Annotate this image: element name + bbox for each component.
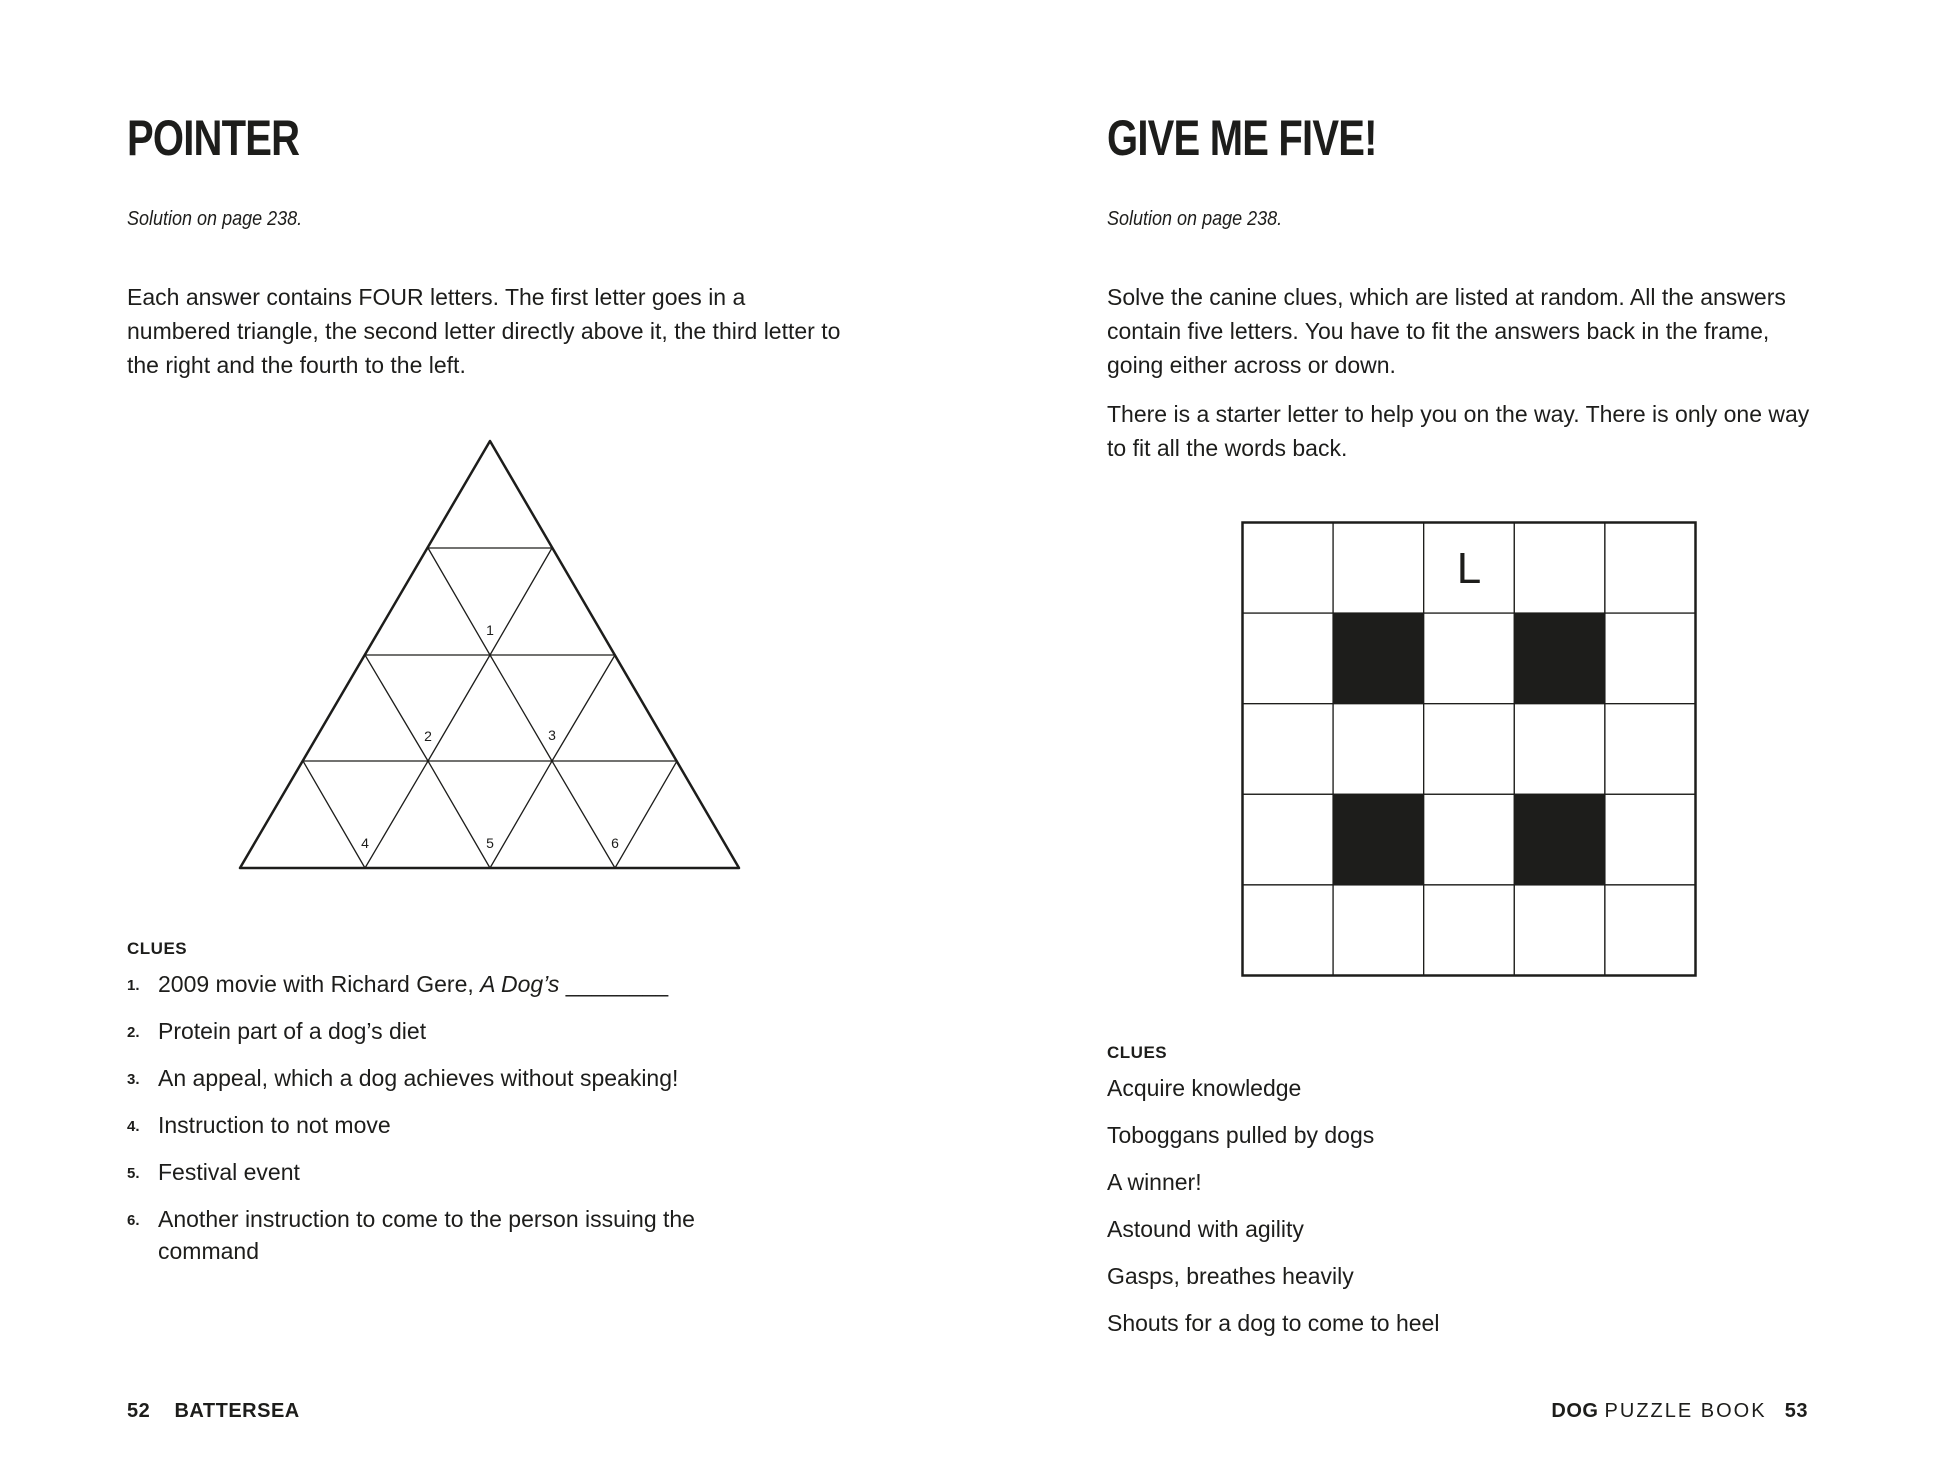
puzzle-title-give-me-five: GIVE ME FIVE! [1107,110,1377,166]
triangle-number-1: 1 [486,622,494,638]
grid-cell-black [1514,794,1605,885]
clue-item: A winner! [1107,1169,1202,1195]
clue-number: 3. [127,1071,140,1088]
instructions: Each answer contains FOUR letters. The first letter goes in a numbered triangle, the second letter directly above it, the third letter to the right and the fourth to the left. [127,284,841,378]
grid-line [490,761,552,868]
clue-item [127,1015,777,1047]
grid-cell[interactable] [1605,885,1696,976]
grid-line [490,655,552,761]
grid-cell[interactable] [1243,613,1334,704]
grid-line [365,761,428,868]
clue-item [127,1156,777,1188]
grid-cell[interactable] [1424,885,1515,976]
book-title-bold: DOG [1551,1400,1599,1422]
grid-cell[interactable] [1605,613,1696,704]
grid-cell[interactable] [1424,704,1515,795]
clue-number: 2. [127,1024,140,1041]
grid-cell[interactable] [1243,704,1334,795]
clue-text: 2009 movie with Richard Gere, [158,971,481,997]
grid-cell[interactable] [1605,704,1696,795]
triangle-number-3: 3 [548,727,556,743]
solution-note: Solution on page 238. [1107,208,1283,230]
page-number: 53 [1784,1400,1808,1422]
triangle-number-2: 2 [424,728,432,744]
clue-item: Toboggans pulled by dogs [1107,1122,1375,1148]
triangle-number-4: 4 [361,835,369,851]
grid-cell[interactable] [1514,523,1605,614]
clue-number: 6. [127,1212,140,1229]
clue-item [127,1062,777,1094]
page-number: 52 [127,1400,151,1422]
grid-cell[interactable] [1333,523,1424,614]
grid-cell[interactable] [1424,794,1515,885]
grid-line [428,548,490,655]
grid-line [552,761,615,868]
clue-text: Instruction to not move [158,1112,391,1138]
clue-list [127,968,777,1282]
solution-note: Solution on page 238. [127,208,303,230]
grid-cell[interactable] [1333,885,1424,976]
instructions-paragraph-1: Solve the canine clues, which are listed at random. All the answers contain five letters. You have to fit the answers back in the frame, going either across or down. [1107,284,1786,378]
grid-cell-black [1333,613,1424,704]
grid-cell[interactable] [1243,794,1334,885]
clue-item [127,1203,777,1267]
grid-line [365,655,428,761]
clue-item: Gasps, breathes heavily [1107,1263,1354,1289]
triangle-number-5: 5 [486,835,494,851]
grid-line [490,548,552,655]
brand-name: BATTERSEA [174,1400,300,1422]
grid-cell[interactable] [1605,523,1696,614]
puzzle-title-pointer: POINTER [127,110,300,166]
clue-item [127,968,777,1000]
grid-cell[interactable] [1424,613,1515,704]
grid-line [552,655,615,761]
grid-line [428,655,490,761]
triangle-number-6: 6 [611,835,619,851]
crossword-grid [1241,521,1701,981]
clues-heading: CLUES [127,939,188,958]
grid-cell[interactable] [1333,704,1424,795]
grid-line [428,761,490,868]
triangle-puzzle [0,0,973,900]
page-footer [127,1398,300,1424]
book-title-rest: PUZZLE BOOK [1604,1400,1767,1422]
clue-text: Festival event [158,1159,300,1185]
clue-item: Astound with agility [1107,1216,1304,1242]
grid-cell[interactable] [1243,885,1334,976]
grid-line [303,761,365,868]
clue-italic: A Dog’s [480,971,560,997]
clues-heading: CLUES [1107,1043,1168,1062]
grid-cell[interactable] [1605,794,1696,885]
grid-line [615,761,677,868]
clue-item [127,1109,777,1141]
clue-text: Another instruction to come to the person issuing the command [158,1206,695,1264]
grid-cell[interactable] [1514,704,1605,795]
grid-cell-black [1333,794,1424,885]
clue-number: 5. [127,1165,140,1182]
clue-item: Acquire knowledge [1107,1075,1302,1101]
clue-number: 1. [127,977,140,994]
clue-item: Shouts for a dog to come to heel [1107,1310,1440,1336]
clue-blank: ________ [559,971,669,997]
clue-number: 4. [127,1118,140,1135]
clue-text: Protein part of a dog’s diet [158,1018,427,1044]
grid-cell-black [1514,613,1605,704]
right-page [973,0,1946,1480]
clue-list [1107,1072,1757,1354]
grid-cell[interactable] [1514,885,1605,976]
starter-letter: L [1456,543,1482,593]
clue-text: An appeal, which a dog achieves without speaking! [158,1065,679,1091]
page-footer [1551,1398,1808,1424]
instructions-paragraph-2: There is a starter letter to help you on the way. There is only one way to fit all the words back. [1107,401,1810,461]
grid-cell[interactable] [1243,523,1334,614]
